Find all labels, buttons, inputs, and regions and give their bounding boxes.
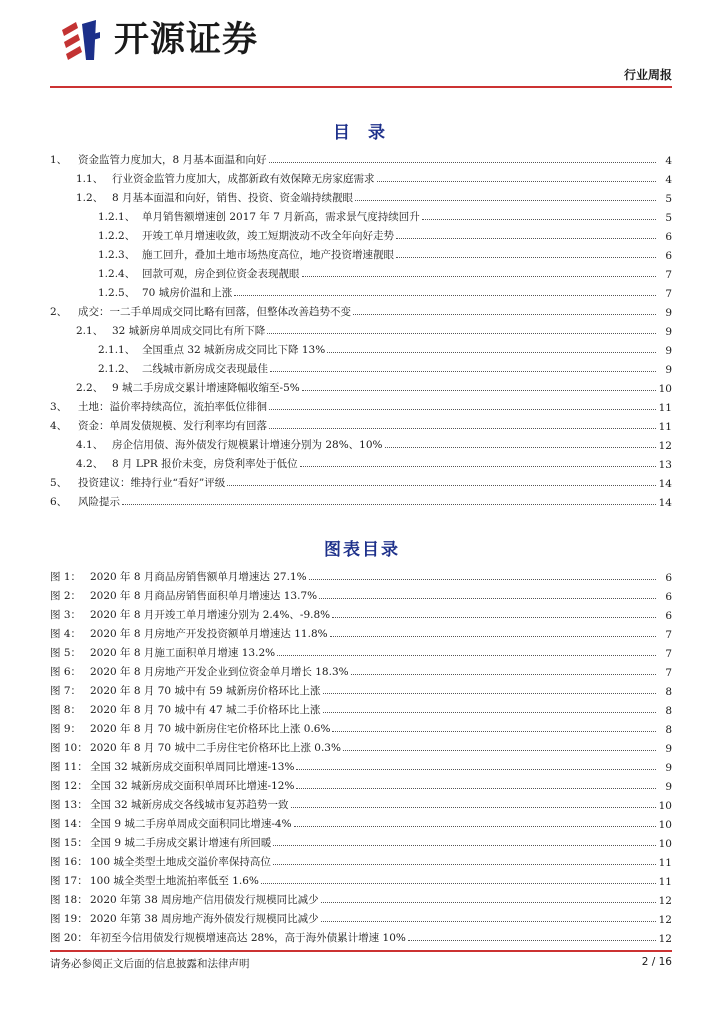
figure-entry-number: 图 10： xyxy=(50,742,88,754)
figure-entry-number: 图 12： xyxy=(50,780,88,792)
toc-title: 目 录 xyxy=(333,123,391,143)
dot-leader xyxy=(422,219,656,220)
toc-entry-text: 单月销售额增速创 2017 年 7 月新高，需求景气度持续回升 xyxy=(142,211,420,223)
figure-entry[interactable] xyxy=(50,774,672,793)
toc-entry-page: 14 xyxy=(658,478,672,490)
toc-entry[interactable] xyxy=(50,224,672,243)
figure-entry-number: 图 13： xyxy=(50,799,88,811)
figure-entry-page: 11 xyxy=(658,876,672,888)
figure-entry[interactable] xyxy=(50,888,672,907)
figure-entry-page: 7 xyxy=(665,648,672,660)
toc-entry-text: 投资建议：维持行业“看好”评级 xyxy=(78,477,226,489)
figure-entry-number: 图 16： xyxy=(50,856,88,868)
dot-leader xyxy=(267,333,656,334)
toc-entry-text: 全国重点 32 城新房成交同比下降 13% xyxy=(142,344,326,356)
figure-entry-text: 2020 年第 38 周房地产海外债发行规模同比减少 xyxy=(90,913,319,925)
toc-entry-text: 房企信用债、海外债发行规模累计增速分别为 28%、10% xyxy=(112,439,383,451)
dot-leader xyxy=(327,352,656,353)
toc-entry-number: 1.2.3、 xyxy=(98,249,136,261)
toc-entry-number: 2.2、 xyxy=(76,382,104,394)
figure-entry[interactable] xyxy=(50,869,672,888)
toc-entry-page: 9 xyxy=(665,345,672,357)
toc-entry[interactable] xyxy=(50,281,672,300)
page-number: 2 / 16 xyxy=(641,956,672,968)
toc-entry[interactable] xyxy=(50,490,672,509)
figure-entry-page: 10 xyxy=(658,800,672,812)
figure-entry-page: 7 xyxy=(665,629,672,641)
figure-list-title: 图表目录 xyxy=(324,540,400,560)
toc-entry-number: 1.2.5、 xyxy=(98,287,136,299)
figure-entry-page: 11 xyxy=(658,857,672,869)
figure-entry-text: 全国 32 城新房成交各线城市复苏趋势一致 xyxy=(90,799,289,811)
dot-leader xyxy=(330,636,656,637)
figure-entry[interactable] xyxy=(50,641,672,660)
toc-entry-page: 11 xyxy=(658,421,672,433)
toc-entry-number: 1.2.4、 xyxy=(98,268,136,280)
toc-entry-page: 12 xyxy=(658,440,672,452)
toc-entry-number: 1.1、 xyxy=(76,173,104,185)
toc-entry-number: 1.2.2、 xyxy=(98,230,136,242)
dot-leader xyxy=(273,845,656,846)
figure-entry[interactable] xyxy=(50,831,672,850)
toc-entry-text: 风险提示 xyxy=(78,496,120,508)
toc-entry-text: 8 月基本面温和向好，销售、投资、资金端持续靓眼 xyxy=(112,192,354,204)
toc-entry[interactable] xyxy=(50,395,672,414)
dot-leader xyxy=(122,504,656,505)
figure-entry-text: 全国 32 城新房成交面积单周环比增速-12% xyxy=(90,780,295,792)
figure-entry-number: 图 7： xyxy=(50,685,82,697)
figure-entry-page: 9 xyxy=(665,762,672,774)
figure-entry-page: 9 xyxy=(665,743,672,755)
toc-entry-page: 13 xyxy=(658,459,672,471)
dot-leader xyxy=(332,617,656,618)
figure-entry-text: 全国 9 城二手房单周成交面积同比增速-4% xyxy=(90,818,292,830)
figure-entry-number: 图 6： xyxy=(50,666,82,678)
toc-entry-number: 2.1、 xyxy=(76,325,104,337)
toc-entry-number: 4.2、 xyxy=(76,458,104,470)
figure-entry-page: 6 xyxy=(665,610,672,622)
toc-entry-number: 1.2.1、 xyxy=(98,211,136,223)
toc-entry[interactable] xyxy=(50,452,672,471)
figure-entry-page: 8 xyxy=(665,705,672,717)
figure-entry[interactable] xyxy=(50,812,672,831)
toc-entry-number: 6、 xyxy=(50,496,68,508)
toc-entry[interactable] xyxy=(50,148,672,167)
toc-entry[interactable] xyxy=(50,414,672,433)
dot-leader xyxy=(296,788,656,789)
dot-leader xyxy=(300,466,656,467)
figure-entry-text: 100 城全类型土地成交溢价率保持高位 xyxy=(90,856,271,868)
toc-entry-text: 开竣工单月增速收敛，竣工短期波动不改全年向好走势 xyxy=(142,230,394,242)
figure-entry-text: 年初至今信用债发行规模增速高达 28%，高于海外债累计增速 10% xyxy=(90,932,406,944)
figure-entry-page: 6 xyxy=(665,572,672,584)
dot-leader xyxy=(321,921,656,922)
figure-entry-text: 2020 年 8 月施工面积单月增速 13.2% xyxy=(90,647,276,659)
figure-entry-number: 图 4： xyxy=(50,628,82,640)
figure-entry-number: 图 3： xyxy=(50,609,82,621)
toc-entry-number: 2.1.2、 xyxy=(98,363,136,375)
toc-entry[interactable] xyxy=(50,167,672,186)
dot-leader xyxy=(321,902,656,903)
figure-entry-page: 6 xyxy=(665,591,672,603)
dot-leader xyxy=(227,485,656,486)
figure-entry-page: 7 xyxy=(665,667,672,679)
report-type: 行业周报 xyxy=(623,68,672,82)
figure-entry-number: 图 1： xyxy=(50,571,82,583)
figure-entry-number: 图 17： xyxy=(50,875,88,887)
figure-entry-text: 全国 32 城新房成交面积单周同比增速-13% xyxy=(90,761,295,773)
toc-entry-text: 成交：一二手单周成交同比略有回落，但整体改善趋势不变 xyxy=(78,306,351,318)
toc-entry-page: 9 xyxy=(665,364,672,376)
dot-leader xyxy=(291,807,656,808)
dot-leader xyxy=(261,883,656,884)
toc-entry-page: 10 xyxy=(658,383,672,395)
figure-entry[interactable] xyxy=(50,698,672,717)
toc-entry-text: 土地：溢价率持续高位，流拍率低位徘徊 xyxy=(78,401,267,413)
toc-entry-number: 4.1、 xyxy=(76,439,104,451)
dot-leader xyxy=(234,295,656,296)
figure-entry-text: 2020 年 8 月 70 城中二手房住宅价格环比上涨 0.3% xyxy=(90,742,341,754)
figure-entry-text: 2020 年 8 月商品房销售面积单月增速达 13.7% xyxy=(90,590,318,602)
toc-entry-text: 行业资金监管力度加大，成都新政有效保障无房家庭需求 xyxy=(112,173,375,185)
toc-entry[interactable] xyxy=(50,262,672,281)
figure-entry[interactable] xyxy=(50,584,672,603)
toc-entry-number: 5、 xyxy=(50,477,68,489)
dot-leader xyxy=(377,181,657,182)
toc-entry[interactable] xyxy=(50,319,672,338)
toc-list xyxy=(50,148,672,509)
figure-entry-text: 100 城全类型土地流拍率低至 1.6% xyxy=(90,875,259,887)
toc-entry-text: 8 月 LPR 报价未变，房贷利率处于低位 xyxy=(112,458,298,470)
toc-entry-page: 11 xyxy=(658,402,672,414)
dot-leader xyxy=(353,314,656,315)
toc-entry-number: 3、 xyxy=(50,401,68,413)
toc-entry[interactable] xyxy=(50,338,672,357)
figure-entry-number: 图 15： xyxy=(50,837,88,849)
figure-entry[interactable] xyxy=(50,793,672,812)
dot-leader xyxy=(269,162,656,163)
dot-leader xyxy=(302,276,657,277)
figure-entry-number: 图 18： xyxy=(50,894,88,906)
dot-leader xyxy=(309,579,656,580)
toc-entry-text: 回款可观，房企到位资金表现靓眼 xyxy=(142,268,300,280)
toc-entry[interactable] xyxy=(50,243,672,262)
figure-entry[interactable] xyxy=(50,736,672,755)
dot-leader xyxy=(270,371,656,372)
page-header xyxy=(0,0,724,92)
figure-entry-text: 2020 年 8 月房地产开发投资额单月增速达 11.8% xyxy=(90,628,328,640)
figure-entry[interactable] xyxy=(50,907,672,926)
figure-entry-number: 图 20： xyxy=(50,932,88,944)
dot-leader xyxy=(355,200,656,201)
figure-entry-number: 图 11： xyxy=(50,761,88,773)
figure-entry-page: 8 xyxy=(665,686,672,698)
toc-entry-number: 1.2、 xyxy=(76,192,104,204)
toc-entry-text: 资金：单周发债规模、发行利率均有回落 xyxy=(78,420,267,432)
figure-entry-number: 图 9： xyxy=(50,723,82,735)
dot-leader xyxy=(396,238,656,239)
figure-entry-page: 8 xyxy=(665,724,672,736)
figure-entry-page: 12 xyxy=(658,895,672,907)
dot-leader xyxy=(323,712,657,713)
toc-entry-text: 施工回升，叠加土地市场热度高位，地产投资增速靓眼 xyxy=(142,249,394,261)
dot-leader xyxy=(319,598,656,599)
toc-entry-page: 5 xyxy=(665,193,672,205)
figure-entry[interactable] xyxy=(50,660,672,679)
figure-entry-text: 2020 年 8 月 70 城中有 47 城二手价格环比上涨 xyxy=(90,704,321,716)
footer-disclaimer: 请务必参阅正文后面的信息披露和法律声明 xyxy=(50,958,250,970)
figure-entry-text: 2020 年 8 月 70 城中新房住宅价格环比上涨 0.6% xyxy=(90,723,331,735)
figure-entry-page: 9 xyxy=(665,781,672,793)
footer-divider xyxy=(50,950,672,952)
figure-entry-number: 图 8： xyxy=(50,704,82,716)
toc-entry-text: 70 城房价温和上涨 xyxy=(142,287,233,299)
dot-leader xyxy=(343,750,656,751)
figure-entry-number: 图 2： xyxy=(50,590,82,602)
figure-entry-number: 图 14： xyxy=(50,818,88,830)
brand-logo xyxy=(56,16,276,64)
toc-entry-page: 7 xyxy=(665,269,672,281)
toc-entry[interactable] xyxy=(50,376,672,395)
toc-entry-text: 二线城市新房成交表现最佳 xyxy=(142,363,268,375)
toc-entry-number: 1、 xyxy=(50,154,68,166)
figure-entry-page: 12 xyxy=(658,914,672,926)
toc-entry-number: 4、 xyxy=(50,420,68,432)
toc-entry-number: 2、 xyxy=(50,306,68,318)
toc-entry-page: 6 xyxy=(665,250,672,262)
figure-entry-text: 2020 年 8 月 70 城中有 59 城新房价格环比上涨 xyxy=(90,685,321,697)
toc-entry[interactable] xyxy=(50,357,672,376)
toc-entry-page: 6 xyxy=(665,231,672,243)
toc-entry-page: 14 xyxy=(658,497,672,509)
figure-entry[interactable] xyxy=(50,850,672,869)
toc-entry[interactable] xyxy=(50,205,672,224)
dot-leader xyxy=(408,940,656,941)
figure-entry[interactable] xyxy=(50,603,672,622)
figure-entry-text: 2020 年 8 月开竣工单月增速分别为 2.4%、-9.8% xyxy=(90,609,331,621)
figure-entry-page: 12 xyxy=(658,933,672,945)
figure-entry-text: 2020 年 8 月房地产开发企业到位资金单月增长 18.3% xyxy=(90,666,349,678)
figure-entry-text: 2020 年第 38 周房地产信用债发行规模同比减少 xyxy=(90,894,319,906)
figure-entry[interactable] xyxy=(50,926,672,945)
toc-entry-text: 资金监管力度加大，8 月基本面温和向好 xyxy=(78,154,267,166)
figure-entry-page: 10 xyxy=(658,819,672,831)
dot-leader xyxy=(273,864,656,865)
toc-entry[interactable] xyxy=(50,471,672,490)
dot-leader xyxy=(294,826,656,827)
toc-entry-page: 9 xyxy=(665,326,672,338)
brand-logo-mark-icon xyxy=(56,16,104,64)
toc-entry-page: 4 xyxy=(665,174,672,186)
figure-entry-number: 图 5： xyxy=(50,647,82,659)
toc-entry-page: 7 xyxy=(665,288,672,300)
header-divider xyxy=(50,86,672,88)
figure-entry-page: 10 xyxy=(658,838,672,850)
dot-leader xyxy=(323,693,657,694)
figure-entry[interactable] xyxy=(50,755,672,774)
dot-leader xyxy=(302,390,656,391)
figure-entry-text: 全国 9 城二手房成交累计增速有所回暖 xyxy=(90,837,272,849)
toc-entry[interactable] xyxy=(50,186,672,205)
dot-leader xyxy=(332,731,656,732)
dot-leader xyxy=(296,769,656,770)
toc-entry[interactable] xyxy=(50,433,672,452)
figure-entry[interactable] xyxy=(50,679,672,698)
figure-entry-text: 2020 年 8 月商品房销售额单月增速达 27.1% xyxy=(90,571,307,583)
toc-entry-page: 4 xyxy=(665,155,672,167)
dot-leader xyxy=(269,409,656,410)
brand-name: 开源证券 xyxy=(114,20,259,60)
figure-entry[interactable] xyxy=(50,622,672,641)
dot-leader xyxy=(396,257,656,258)
dot-leader xyxy=(269,428,656,429)
dot-leader xyxy=(351,674,656,675)
figure-entry[interactable] xyxy=(50,565,672,584)
dot-leader xyxy=(277,655,656,656)
figure-entry-number: 图 19： xyxy=(50,913,88,925)
figure-entry[interactable] xyxy=(50,717,672,736)
toc-entry-page: 5 xyxy=(665,212,672,224)
toc-entry[interactable] xyxy=(50,300,672,319)
toc-entry-text: 32 城新房单周成交同比有所下降 xyxy=(112,325,266,337)
toc-entry-text: 9 城二手房成交累计增速降幅收缩至-5% xyxy=(112,382,300,394)
toc-entry-page: 9 xyxy=(665,307,672,319)
figure-list xyxy=(50,565,672,945)
toc-entry-number: 2.1.1、 xyxy=(98,344,136,356)
dot-leader xyxy=(385,447,656,448)
